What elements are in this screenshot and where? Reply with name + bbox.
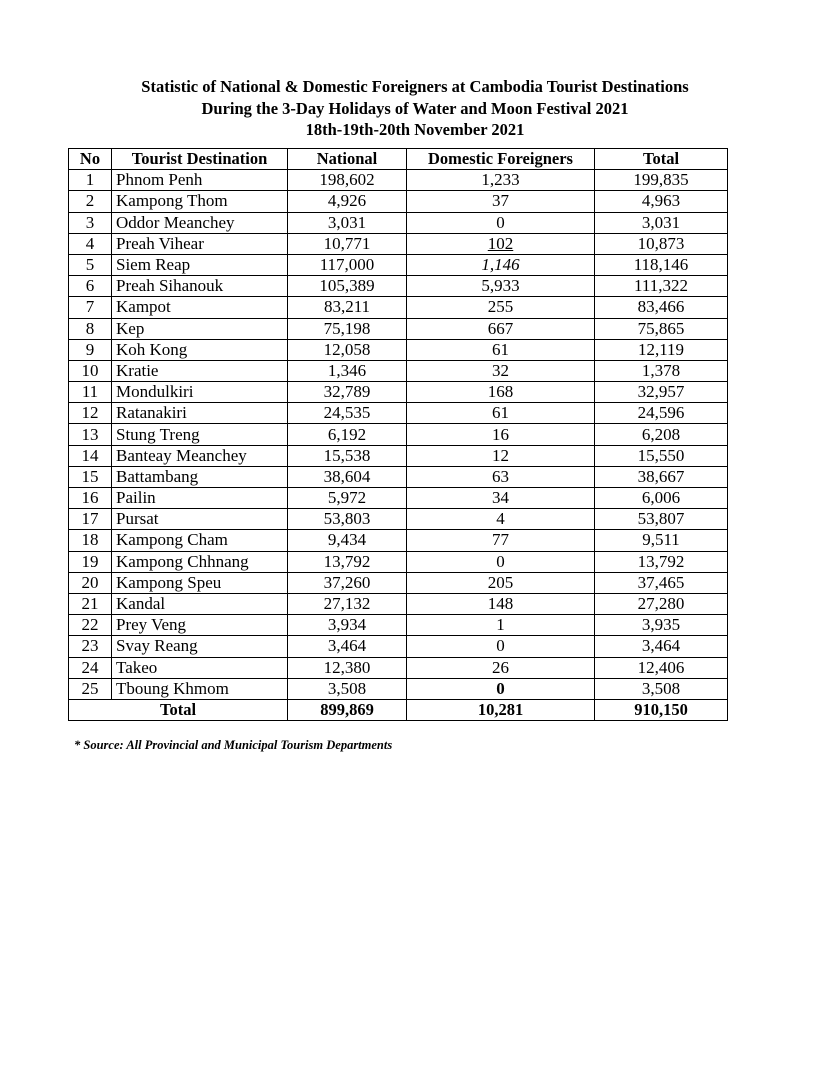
cell-destination: Kratie [112, 360, 288, 381]
cell-no: 5 [69, 254, 112, 275]
cell-domestic-foreigners: 0 [407, 551, 595, 572]
cell-total: 4,963 [595, 191, 728, 212]
cell-domestic-foreigners: 0 [407, 636, 595, 657]
cell-destination: Oddor Meanchey [112, 212, 288, 233]
cell-domestic-foreigners: 1,146 [407, 254, 595, 275]
header-no: No [69, 149, 112, 170]
cell-destination: Siem Reap [112, 254, 288, 275]
cell-destination: Kampot [112, 297, 288, 318]
cell-national: 5,972 [288, 488, 407, 509]
cell-national: 3,934 [288, 615, 407, 636]
cell-total: 9,511 [595, 530, 728, 551]
cell-domestic-foreigners: 148 [407, 593, 595, 614]
cell-domestic-foreigners: 1,233 [407, 170, 595, 191]
cell-destination: Kampong Thom [112, 191, 288, 212]
cell-national: 13,792 [288, 551, 407, 572]
cell-no: 1 [69, 170, 112, 191]
table-row [69, 593, 728, 614]
header-destination: Tourist Destination [112, 149, 288, 170]
cell-national: 83,211 [288, 297, 407, 318]
cell-national: 6,192 [288, 424, 407, 445]
source-note: * Source: All Provincial and Municipal Tourism Departments [74, 738, 393, 752]
cell-no: 19 [69, 551, 112, 572]
cell-national: 27,132 [288, 593, 407, 614]
cell-destination: Takeo [112, 657, 288, 678]
cell-national: 198,602 [288, 170, 407, 191]
cell-national: 10,771 [288, 233, 407, 254]
cell-total: 27,280 [595, 593, 728, 614]
cell-national: 75,198 [288, 318, 407, 339]
table-row [69, 572, 728, 593]
cell-domestic-foreigners: 255 [407, 297, 595, 318]
title-line-1: Statistic of National & Domestic Foreigners at Cambodia Tourist Destinations [141, 77, 689, 96]
cell-domestic-foreigners: 34 [407, 488, 595, 509]
cell-domestic-foreigners: 61 [407, 339, 595, 360]
cell-no: 22 [69, 615, 112, 636]
cell-domestic-foreigners: 26 [407, 657, 595, 678]
cell-total: 3,031 [595, 212, 728, 233]
table-row [69, 191, 728, 212]
cell-national: 53,803 [288, 509, 407, 530]
table-row [69, 424, 728, 445]
cell-destination: Preah Sihanouk [112, 276, 288, 297]
cell-no: 7 [69, 297, 112, 318]
cell-domestic-foreigners: 5,933 [407, 276, 595, 297]
total-domestic: 10,281 [407, 699, 595, 720]
cell-destination: Pursat [112, 509, 288, 530]
cell-total: 83,466 [595, 297, 728, 318]
cell-no: 12 [69, 403, 112, 424]
cell-no: 10 [69, 360, 112, 381]
title-line-2: During the 3-Day Holidays of Water and Moon Festival 2021 [201, 98, 629, 118]
cell-total: 24,596 [595, 403, 728, 424]
cell-domestic-foreigners: 4 [407, 509, 595, 530]
cell-national: 1,346 [288, 360, 407, 381]
cell-domestic-foreigners: 667 [407, 318, 595, 339]
cell-national: 37,260 [288, 572, 407, 593]
table-row [69, 318, 728, 339]
table-row [69, 339, 728, 360]
cell-destination: Kampong Speu [112, 572, 288, 593]
cell-no: 11 [69, 382, 112, 403]
cell-destination: Preah Vihear [112, 233, 288, 254]
cell-destination: Kampong Cham [112, 530, 288, 551]
cell-total: 37,465 [595, 572, 728, 593]
cell-destination: Svay Reang [112, 636, 288, 657]
cell-no: 20 [69, 572, 112, 593]
cell-no: 8 [69, 318, 112, 339]
cell-destination: Kandal [112, 593, 288, 614]
table-row [69, 360, 728, 381]
cell-domestic-foreigners: 0 [407, 212, 595, 233]
cell-total: 199,835 [595, 170, 728, 191]
cell-domestic-foreigners: 61 [407, 403, 595, 424]
cell-total: 38,667 [595, 466, 728, 487]
table-row [69, 636, 728, 657]
cell-domestic-foreigners: 77 [407, 530, 595, 551]
cell-national: 105,389 [288, 276, 407, 297]
cell-domestic-foreigners: 1 [407, 615, 595, 636]
cell-destination: Stung Treng [112, 424, 288, 445]
cell-domestic-foreigners: 37 [407, 191, 595, 212]
cell-no: 21 [69, 593, 112, 614]
table-row [69, 254, 728, 275]
cell-destination: Mondulkiri [112, 382, 288, 403]
cell-national: 38,604 [288, 466, 407, 487]
title-line-3: 18th-19th-20th November 2021 [305, 120, 525, 139]
cell-destination: Ratanakiri [112, 403, 288, 424]
cell-national: 117,000 [288, 254, 407, 275]
table-row [69, 297, 728, 318]
table-row [69, 678, 728, 699]
table-row [69, 466, 728, 487]
cell-total: 111,322 [595, 276, 728, 297]
cell-no: 9 [69, 339, 112, 360]
cell-domestic-foreigners: 0 [407, 678, 595, 699]
table-row [69, 170, 728, 191]
cell-total: 118,146 [595, 254, 728, 275]
cell-no: 15 [69, 466, 112, 487]
cell-national: 12,380 [288, 657, 407, 678]
cell-domestic-foreigners: 32 [407, 360, 595, 381]
cell-destination: Pailin [112, 488, 288, 509]
cell-destination: Prey Veng [112, 615, 288, 636]
cell-national: 15,538 [288, 445, 407, 466]
table-row [69, 233, 728, 254]
cell-domestic-foreigners: 205 [407, 572, 595, 593]
cell-total: 53,807 [595, 509, 728, 530]
cell-national: 9,434 [288, 530, 407, 551]
cell-no: 23 [69, 636, 112, 657]
cell-national: 3,031 [288, 212, 407, 233]
cell-total: 6,006 [595, 488, 728, 509]
cell-total: 10,873 [595, 233, 728, 254]
table-row [69, 445, 728, 466]
cell-no: 6 [69, 276, 112, 297]
cell-destination: Koh Kong [112, 339, 288, 360]
cell-total: 3,508 [595, 678, 728, 699]
cell-domestic-foreigners: 12 [407, 445, 595, 466]
cell-domestic-foreigners: 168 [407, 382, 595, 403]
header-national: National [288, 149, 407, 170]
cell-no: 18 [69, 530, 112, 551]
total-national: 899,869 [288, 699, 407, 720]
cell-no: 16 [69, 488, 112, 509]
cell-total: 6,208 [595, 424, 728, 445]
cell-destination: Tboung Khmom [112, 678, 288, 699]
table-row [69, 212, 728, 233]
table-row [69, 615, 728, 636]
cell-total: 1,378 [595, 360, 728, 381]
cell-national: 12,058 [288, 339, 407, 360]
table-row [69, 530, 728, 551]
cell-national: 32,789 [288, 382, 407, 403]
cell-no: 24 [69, 657, 112, 678]
document-title [0, 76, 830, 141]
cell-no: 3 [69, 212, 112, 233]
cell-destination: Battambang [112, 466, 288, 487]
table-header-row [69, 149, 728, 170]
total-label: Total [69, 699, 288, 720]
table-row [69, 403, 728, 424]
cell-no: 17 [69, 509, 112, 530]
cell-no: 2 [69, 191, 112, 212]
cell-destination: Phnom Penh [112, 170, 288, 191]
cell-total: 13,792 [595, 551, 728, 572]
cell-national: 3,464 [288, 636, 407, 657]
cell-total: 75,865 [595, 318, 728, 339]
cell-no: 14 [69, 445, 112, 466]
cell-destination: Kampong Chhnang [112, 551, 288, 572]
cell-destination: Banteay Meanchey [112, 445, 288, 466]
table-row [69, 382, 728, 403]
cell-domestic-foreigners: 102 [407, 233, 595, 254]
table-row [69, 276, 728, 297]
cell-total: 12,406 [595, 657, 728, 678]
cell-total: 12,119 [595, 339, 728, 360]
cell-national: 4,926 [288, 191, 407, 212]
cell-destination: Kep [112, 318, 288, 339]
cell-no: 13 [69, 424, 112, 445]
cell-total: 3,464 [595, 636, 728, 657]
cell-no: 4 [69, 233, 112, 254]
cell-total: 3,935 [595, 615, 728, 636]
header-domestic-foreigners: Domestic Foreigners [407, 149, 595, 170]
tourist-statistics-table [68, 148, 728, 721]
table-total-row [69, 699, 728, 720]
cell-total: 15,550 [595, 445, 728, 466]
cell-no: 25 [69, 678, 112, 699]
header-total: Total [595, 149, 728, 170]
table-row [69, 657, 728, 678]
cell-total: 32,957 [595, 382, 728, 403]
total-total: 910,150 [595, 699, 728, 720]
table-row [69, 488, 728, 509]
table-row [69, 551, 728, 572]
cell-domestic-foreigners: 16 [407, 424, 595, 445]
cell-national: 24,535 [288, 403, 407, 424]
cell-national: 3,508 [288, 678, 407, 699]
cell-domestic-foreigners: 63 [407, 466, 595, 487]
table-row [69, 509, 728, 530]
